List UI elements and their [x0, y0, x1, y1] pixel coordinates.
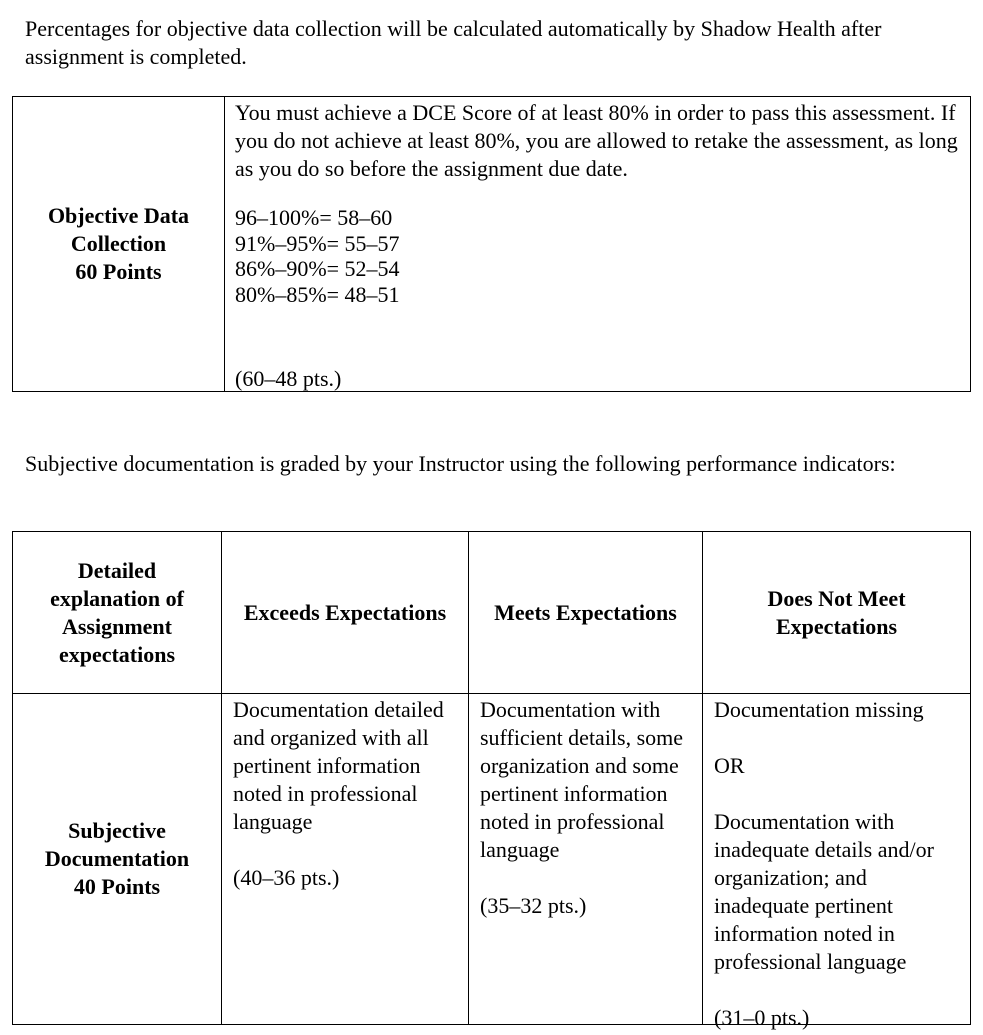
scale-row: 96–100%= 58–60: [235, 205, 393, 230]
header-exceeds-text: Exceeds Expectations: [243, 599, 447, 625]
header-does-not-meet-text: Does Not Meet Expectations: [767, 585, 906, 639]
header-meets-text: Meets Expectations: [494, 599, 677, 625]
does-not-meet-or: OR: [714, 753, 745, 778]
header-meets: [469, 532, 702, 693]
objective-points-label: 60 Points: [75, 259, 162, 284]
exceeds-cell: [222, 694, 468, 1024]
objective-score-scale: [235, 205, 960, 307]
meets-points: (35–32 pts.): [480, 893, 587, 918]
objective-label-line1: Objective Data: [47, 203, 190, 228]
row-points-label: 40 Points: [73, 874, 161, 899]
row-label-line2: Documentation: [44, 846, 190, 871]
meets-cell: [469, 694, 702, 1024]
intro-paragraph: Percentages for objective data collection will be calculated automatically by Shadow Health after assignment is completed.: [25, 16, 882, 69]
objective-requirement-text: You must achieve a DCE Score of at least 80% in order to pass this assessment. If you do not achieve at least 80%, you are allowed to retake the assessment, as long as you do so before the assignment due date.: [235, 100, 958, 181]
does-not-meet-missing: Documentation missing: [714, 697, 924, 722]
objective-points-range: (60–48 pts.): [235, 366, 342, 391]
objective-data-table: [12, 96, 971, 392]
subjective-rubric-table: [12, 531, 971, 1030]
header-explanation: [13, 532, 221, 693]
header-explanation-text: Detailed explanation of Assignment expectations: [50, 557, 184, 667]
exceeds-points: (40–36 pts.): [233, 865, 340, 890]
exceeds-description: Documentation detailed and organized with all pertinent information noted in professional language: [233, 697, 444, 834]
does-not-meet-points: (31–0 pts.): [714, 1005, 810, 1030]
objective-label-line2: Collection: [70, 231, 167, 256]
header-exceeds: [222, 532, 468, 693]
objective-content-cell: [225, 97, 970, 391]
header-does-not-meet: [703, 532, 970, 693]
does-not-meet-cell: [703, 694, 970, 1030]
scale-row: 91%–95%= 55–57: [235, 230, 400, 256]
subjective-row-label: [13, 694, 221, 1024]
subjective-intro-paragraph: Subjective documentation is graded by your Instructor using the following performance indicators:: [25, 451, 896, 476]
scale-row: 80%–85%= 48–51: [235, 281, 400, 307]
row-label-line1: Subjective: [68, 818, 166, 843]
scale-row: 86%–90%= 52–54: [235, 256, 400, 281]
does-not-meet-inadequate: Documentation with inadequate details and/or organization; and inadequate pertinent information noted in professional language: [714, 809, 934, 974]
meets-description: Documentation with sufficient details, some organization and some pertinent information noted in professional language: [480, 697, 684, 862]
objective-label-cell: [13, 97, 225, 391]
